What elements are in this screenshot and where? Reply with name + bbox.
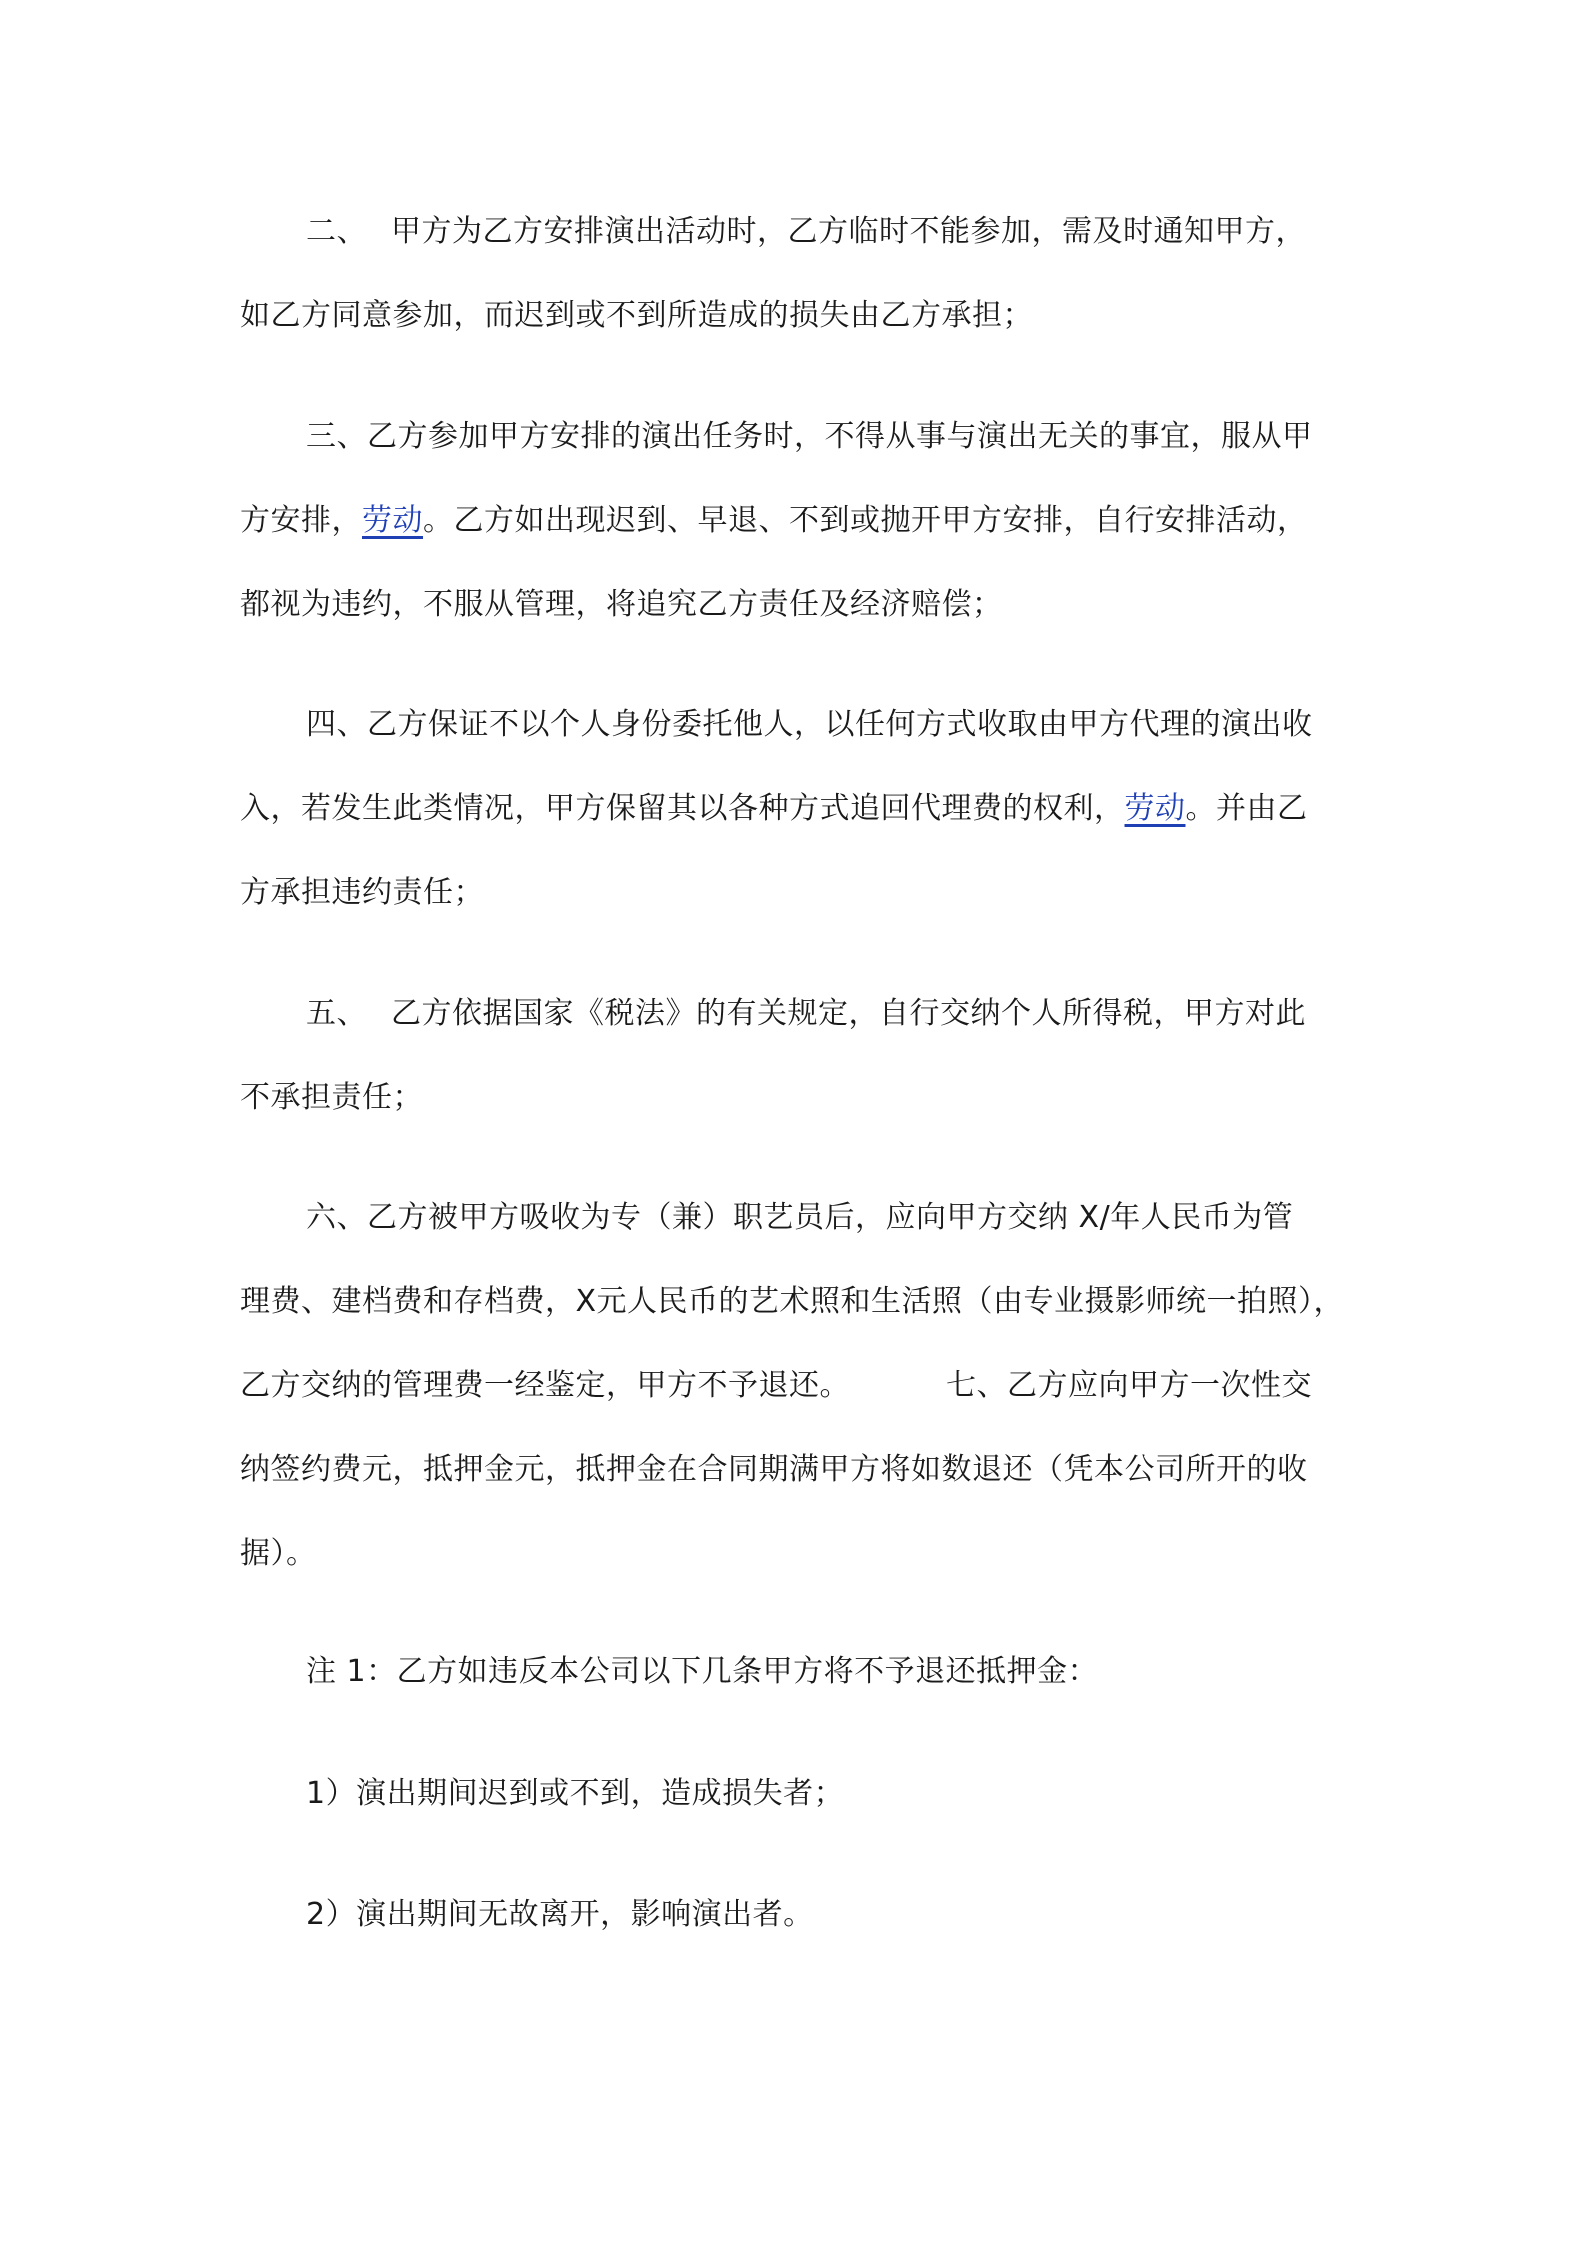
clause-6-line-1: 六、乙方被甲方吸收为专（兼）职艺员后，应向甲方交纳 X/年人民币为管 — [306, 1200, 1294, 1235]
clause-3-line-2-text-b: 。乙方如出现迟到、早退、不到或抛开甲方安排，自行安排活动， — [423, 503, 1308, 538]
clause-7-line-2: 纳签约费元，抵押金元，抵押金在合同期满甲方将如数退还（凭本公司所开的收 — [240, 1452, 1308, 1487]
clause-6-line-3-text: 乙方交纳的管理费一经鉴定，甲方不予退还。 — [240, 1368, 850, 1403]
clause-4-line-3: 方承担违约责任； — [240, 875, 484, 910]
clause-2-number: 二、 — [306, 214, 367, 249]
note-item-1-text: 1）演出期间迟到或不到，造成损失者； — [306, 1776, 845, 1811]
clause-4-line-1: 四、乙方保证不以个人身份委托他人，以任何方式收取由甲方代理的演出收 — [306, 707, 1313, 742]
clause-3-line-3: 都视为违约，不服从管理，将追究乙方责任及经济赔偿； — [240, 587, 1003, 622]
clause-6-line-2: 理费、建档费和存档费，X元人民币的艺术照和生活照（由专业摄影师统一拍照）， — [240, 1284, 1345, 1319]
clause-2 — [240, 190, 1350, 358]
clause-6-line-3 — [174, 1344, 1350, 1428]
clause-4 — [240, 683, 1350, 935]
labor-link[interactable]: 劳动 — [362, 503, 423, 538]
clause-2-line-1: 甲方为乙方安排演出活动时，乙方临时不能参加，需及时通知甲方， — [391, 214, 1306, 249]
clause-5 — [240, 972, 1350, 1140]
note-item-1 — [240, 1752, 1350, 1836]
clause-4-line-2 — [174, 767, 1350, 851]
note-item-2 — [240, 1873, 1350, 1957]
clause-7-line-1: 七、乙方应向甲方一次性交 — [946, 1368, 1312, 1403]
clause-3 — [240, 395, 1350, 647]
note-1 — [240, 1630, 1350, 1714]
clause-6 — [240, 1176, 1350, 1596]
clause-4-line-2-text-b: 。并由乙 — [1185, 791, 1308, 826]
labor-link[interactable]: 劳动 — [1124, 791, 1186, 826]
clause-3-line-2 — [174, 479, 1350, 563]
clause-5-number: 五、 — [306, 996, 367, 1031]
clause-5-line-2: 不承担责任； — [240, 1080, 423, 1115]
note-item-2-text: 2）演出期间无故离开，影响演出者。 — [306, 1897, 814, 1932]
clause-3-line-1: 三、乙方参加甲方安排的演出任务时，不得从事与演出无关的事宜，服从甲 — [306, 419, 1313, 454]
clause-2-line-2: 如乙方同意参加，而迟到或不到所造成的损失由乙方承担； — [240, 298, 1033, 333]
clause-3-line-2-text-a: 方安排， — [240, 503, 362, 538]
note-1-text: 注 1：乙方如违反本公司以下几条甲方将不予退还抵押金： — [306, 1654, 1099, 1689]
clause-4-line-2-text-a: 入，若发生此类情况，甲方保留其以各种方式追回代理费的权利， — [240, 791, 1125, 826]
clause-7-line-3: 据）。 — [240, 1536, 317, 1571]
clause-5-line-1: 乙方依据国家《税法》的有关规定，自行交纳个人所得税，甲方对此 — [391, 996, 1306, 1031]
